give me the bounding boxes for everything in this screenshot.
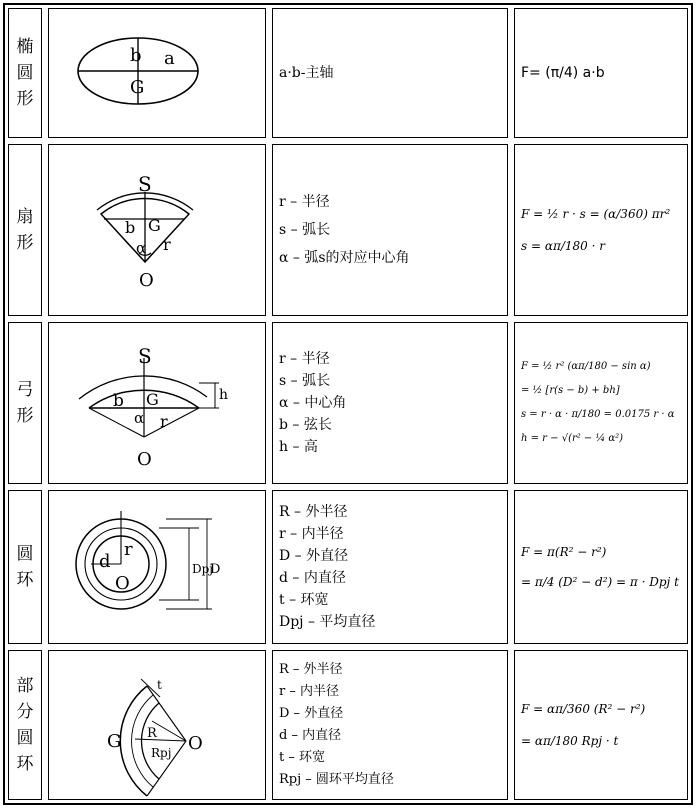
partial-annulus-figure bbox=[49, 651, 265, 799]
shape-name-cell bbox=[8, 322, 42, 484]
formula-line: = απ/180 Rpj · t bbox=[521, 734, 619, 748]
shape-figure-cell bbox=[48, 8, 266, 138]
note-line: R – 外半径 bbox=[279, 662, 343, 677]
variable-notes-cell bbox=[272, 650, 508, 800]
note-line: t – 环宽 bbox=[279, 592, 329, 608]
note-line: D – 外直径 bbox=[279, 706, 344, 721]
shape-name-char: 椭 bbox=[16, 37, 34, 57]
formula-cell bbox=[514, 490, 688, 644]
label-g: G bbox=[148, 216, 161, 235]
label-h: h bbox=[219, 387, 229, 403]
note-line: α – 弧s的对应中心角 bbox=[279, 250, 410, 266]
label-b: b bbox=[113, 391, 124, 411]
formula-line: s = r · α · π/180 = 0.0175 r · α bbox=[521, 409, 675, 420]
formula-line: h = r − √(r² − ¼ α²) bbox=[521, 433, 624, 444]
label-dpj: Dpj bbox=[192, 562, 214, 576]
formula-cell bbox=[514, 8, 688, 138]
variable-notes-cell bbox=[272, 490, 508, 644]
annulus-figure bbox=[49, 491, 265, 643]
formula-line: s = απ/180 · r bbox=[521, 239, 605, 253]
formula-cell bbox=[514, 144, 688, 316]
note-line: r – 内半径 bbox=[279, 526, 344, 542]
shape-name-char: 部 bbox=[16, 676, 34, 696]
shape-name-char: 圆 bbox=[16, 728, 34, 748]
note-line: Rpj – 圆环平均直径 bbox=[279, 772, 394, 787]
shape-figure-cell bbox=[48, 144, 266, 316]
table-row-partial-annulus bbox=[5, 647, 691, 803]
shape-name-char: 圆 bbox=[16, 63, 34, 83]
sector-figure bbox=[49, 145, 265, 315]
note-line: r – 半径 bbox=[279, 351, 330, 367]
table-row-segment bbox=[5, 319, 691, 487]
shape-name-cell bbox=[8, 144, 42, 316]
label-b: b bbox=[125, 218, 136, 237]
label-r: r bbox=[160, 412, 168, 431]
label-d: d bbox=[99, 551, 111, 572]
note-line: s – 弧长 bbox=[279, 222, 331, 238]
note-line: D – 外直径 bbox=[279, 548, 349, 564]
note-line: t – 环宽 bbox=[279, 750, 325, 765]
label-r-outer: R bbox=[147, 726, 157, 741]
formula-line: F = απ/360 (R² − r²) bbox=[521, 702, 646, 716]
shape-name-cell bbox=[8, 490, 42, 644]
formula-cell bbox=[514, 322, 688, 484]
note-line: r – 半径 bbox=[279, 194, 330, 210]
note-line: h – 高 bbox=[279, 439, 318, 455]
shape-name-char: 环 bbox=[16, 754, 34, 774]
shape-name-char: 形 bbox=[16, 89, 34, 109]
shapes-area-table bbox=[3, 3, 693, 805]
shape-figure-cell bbox=[48, 322, 266, 484]
label-alpha: α bbox=[134, 409, 145, 427]
note-line: α – 中心角 bbox=[279, 395, 347, 411]
label-o: O bbox=[137, 449, 152, 470]
shape-name-char: 环 bbox=[16, 570, 34, 590]
label-rpj: Rpj bbox=[151, 746, 172, 760]
note-line: d – 内直径 bbox=[279, 728, 342, 743]
shape-name-cell bbox=[8, 8, 42, 138]
formula-line: F= (π/4) a·b bbox=[521, 65, 605, 81]
shape-figure-cell bbox=[48, 490, 266, 644]
shape-figure-cell bbox=[48, 650, 266, 800]
shape-name-char: 分 bbox=[16, 702, 34, 722]
label-t: t bbox=[157, 678, 162, 692]
variable-notes-cell bbox=[272, 322, 508, 484]
variable-notes-cell bbox=[272, 8, 508, 138]
shape-name-char: 形 bbox=[16, 233, 34, 253]
shape-name-cell bbox=[8, 650, 42, 800]
shape-name-char: 扇 bbox=[16, 207, 34, 227]
label-g: G bbox=[107, 731, 122, 752]
formula-line: = ½ [r(s − b) + bh] bbox=[521, 385, 620, 396]
label-r: r bbox=[124, 539, 133, 560]
shape-name-char: 圆 bbox=[16, 544, 34, 564]
table-row-sector bbox=[5, 141, 691, 319]
formula-cell bbox=[514, 650, 688, 800]
label-b: b bbox=[130, 45, 142, 66]
segment-figure bbox=[49, 323, 265, 483]
table-row-ellipse bbox=[5, 5, 691, 141]
label-alpha: α bbox=[136, 239, 147, 257]
label-a: a bbox=[164, 48, 175, 69]
note-line: s – 弧长 bbox=[279, 373, 331, 389]
label-r: r bbox=[163, 235, 171, 254]
label-o: O bbox=[139, 270, 154, 291]
formula-line: F = ½ r · s = (α/360) πr² bbox=[521, 207, 671, 221]
table-row-annulus bbox=[5, 487, 691, 647]
variable-notes-cell bbox=[272, 144, 508, 316]
label-g: G bbox=[130, 77, 145, 98]
note-line: a·b-主轴 bbox=[279, 65, 334, 81]
label-o: O bbox=[188, 733, 203, 754]
note-line: d – 内直径 bbox=[279, 570, 346, 586]
shape-name-char: 形 bbox=[16, 406, 34, 426]
label-s: S bbox=[138, 172, 152, 196]
note-line: b – 弦长 bbox=[279, 417, 332, 433]
label-s: S bbox=[138, 344, 152, 368]
formula-line: F = ½ r² (απ/180 − sin α) bbox=[521, 361, 651, 372]
shape-name-char: 弓 bbox=[16, 380, 34, 400]
formula-line: = π/4 (D² − d²) = π · Dpj t bbox=[521, 575, 679, 589]
note-line: r – 内半径 bbox=[279, 684, 339, 699]
label-g: G bbox=[146, 390, 159, 409]
note-line: R – 外半径 bbox=[279, 504, 348, 520]
formula-line: F = π(R² − r²) bbox=[521, 545, 607, 559]
note-line: Dpj – 平均直径 bbox=[279, 614, 376, 630]
label-d-outer: D bbox=[210, 562, 221, 577]
ellipse-figure bbox=[49, 9, 265, 137]
label-o: O bbox=[115, 573, 130, 594]
